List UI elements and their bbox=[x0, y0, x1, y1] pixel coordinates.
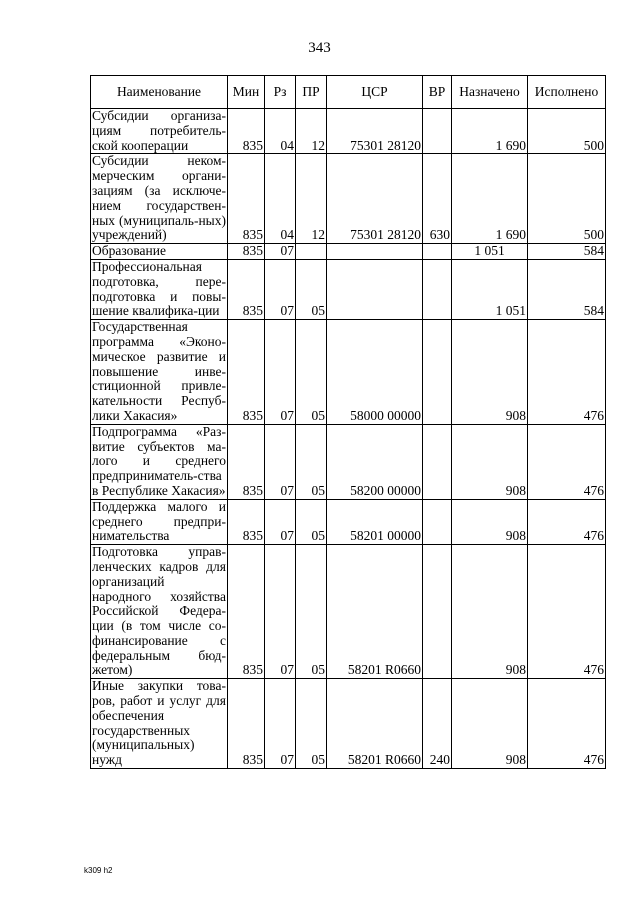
row-rz: 07 bbox=[265, 259, 296, 319]
row-name: Образование bbox=[91, 244, 228, 260]
row-min: 835 bbox=[228, 109, 265, 154]
row-rz: 04 bbox=[265, 154, 296, 244]
row-min: 835 bbox=[228, 244, 265, 260]
row-name: Подпрограмма «Раз-витие субъектов ма-лого и среднего предприниматель-ства в Республике Хакасия» bbox=[92, 423, 226, 498]
row-csr bbox=[327, 259, 423, 319]
row-assigned: 1 051 bbox=[452, 259, 528, 319]
row-assigned: 908 bbox=[452, 499, 528, 544]
col-header-rz: Рз bbox=[265, 76, 296, 109]
row-assigned: 1 690 bbox=[452, 109, 528, 154]
row-rz: 07 bbox=[265, 424, 296, 499]
row-pr: 12 bbox=[296, 154, 327, 244]
row-executed: 500 bbox=[528, 109, 606, 154]
row-min: 835 bbox=[228, 424, 265, 499]
row-executed: 476 bbox=[528, 499, 606, 544]
row-vr bbox=[423, 109, 452, 154]
col-header-min: Мин bbox=[228, 76, 265, 109]
col-header-vr: ВР bbox=[423, 76, 452, 109]
table-row bbox=[91, 499, 606, 544]
row-executed: 584 bbox=[528, 244, 606, 260]
row-executed: 476 bbox=[528, 424, 606, 499]
row-assigned: 908 bbox=[452, 320, 528, 425]
footer-code: k309 h2 bbox=[84, 866, 113, 875]
row-min: 835 bbox=[228, 259, 265, 319]
row-rz: 04 bbox=[265, 109, 296, 154]
row-vr bbox=[423, 259, 452, 319]
row-executed: 500 bbox=[528, 154, 606, 244]
row-csr bbox=[327, 244, 423, 260]
row-assigned: 1 690 bbox=[452, 154, 528, 244]
col-header-assigned: Назначено bbox=[452, 76, 528, 109]
row-rz: 07 bbox=[265, 545, 296, 679]
row-assigned: 908 bbox=[452, 679, 528, 769]
row-min: 835 bbox=[228, 154, 265, 244]
table-row bbox=[91, 545, 606, 679]
row-vr: 240 bbox=[423, 679, 452, 769]
row-name: Профессиональная подготовка, пере-подготовка и повы-шение квалифика-ции bbox=[92, 258, 226, 319]
row-rz: 07 bbox=[265, 320, 296, 425]
row-executed: 476 bbox=[528, 679, 606, 769]
table-row bbox=[91, 259, 606, 319]
row-executed: 584 bbox=[528, 259, 606, 319]
col-header-name: Наименование bbox=[91, 76, 228, 109]
row-name: Государственная программа «Эконо-мическое развитие и повышение инве-стиционной привле-кательности Респуб-лики Хакасия» bbox=[92, 319, 226, 423]
row-executed: 476 bbox=[528, 320, 606, 425]
row-pr: 05 bbox=[296, 499, 327, 544]
col-header-pr: ПР bbox=[296, 76, 327, 109]
row-vr bbox=[423, 320, 452, 425]
row-name: Субсидии организа-циям потребитель-ской кооперации bbox=[92, 108, 226, 153]
header-row bbox=[91, 76, 606, 109]
row-min: 835 bbox=[228, 320, 265, 425]
row-csr: 75301 28120 bbox=[327, 154, 423, 244]
col-header-csr: ЦСР bbox=[327, 76, 423, 109]
row-csr: 75301 28120 bbox=[327, 109, 423, 154]
budget-table bbox=[90, 75, 606, 769]
col-header-executed: Исполнено bbox=[528, 76, 606, 109]
row-pr: 05 bbox=[296, 259, 327, 319]
row-csr: 58201 R0660 bbox=[327, 679, 423, 769]
row-csr: 58201 R0660 bbox=[327, 545, 423, 679]
row-vr bbox=[423, 424, 452, 499]
row-name: Подготовка управ-ленческих кадров для организаций народного хозяйства Российской Федера-ции (в том числе со-финансирование с федеральным бюд-жетом) bbox=[92, 544, 226, 678]
table-row bbox=[91, 109, 606, 154]
row-csr: 58000 00000 bbox=[327, 320, 423, 425]
row-pr: 05 bbox=[296, 679, 327, 769]
row-executed: 476 bbox=[528, 545, 606, 679]
row-rz: 07 bbox=[265, 679, 296, 769]
table-row bbox=[91, 244, 606, 260]
row-csr: 58201 00000 bbox=[327, 499, 423, 544]
row-pr: 05 bbox=[296, 424, 327, 499]
row-name: Иные закупки това-ров, работ и услуг для обеспечения государственных (муниципальных) нужд bbox=[92, 678, 226, 768]
row-vr bbox=[423, 244, 452, 260]
row-assigned: 1 051 bbox=[452, 244, 528, 260]
row-name: Поддержка малого и среднего предпри-нимательства bbox=[92, 498, 226, 544]
row-rz: 07 bbox=[265, 244, 296, 260]
row-rz: 07 bbox=[265, 499, 296, 544]
row-pr bbox=[296, 244, 327, 260]
page-number: 343 bbox=[308, 40, 331, 56]
row-vr bbox=[423, 499, 452, 544]
row-vr: 630 bbox=[423, 154, 452, 244]
row-pr: 05 bbox=[296, 320, 327, 425]
row-csr: 58200 00000 bbox=[327, 424, 423, 499]
table-row bbox=[91, 424, 606, 499]
row-min: 835 bbox=[228, 545, 265, 679]
row-pr: 12 bbox=[296, 109, 327, 154]
row-assigned: 908 bbox=[452, 424, 528, 499]
row-pr: 05 bbox=[296, 545, 327, 679]
row-vr bbox=[423, 545, 452, 679]
row-min: 835 bbox=[228, 499, 265, 544]
row-assigned: 908 bbox=[452, 545, 528, 679]
table-row bbox=[91, 320, 606, 425]
row-min: 835 bbox=[228, 679, 265, 769]
row-name: Субсидии неком-мерческим органи-зациям (за исключе-нием государствен-ных (муниципаль-ных) учреждений) bbox=[92, 153, 226, 243]
table-row bbox=[91, 679, 606, 769]
table-row bbox=[91, 154, 606, 244]
